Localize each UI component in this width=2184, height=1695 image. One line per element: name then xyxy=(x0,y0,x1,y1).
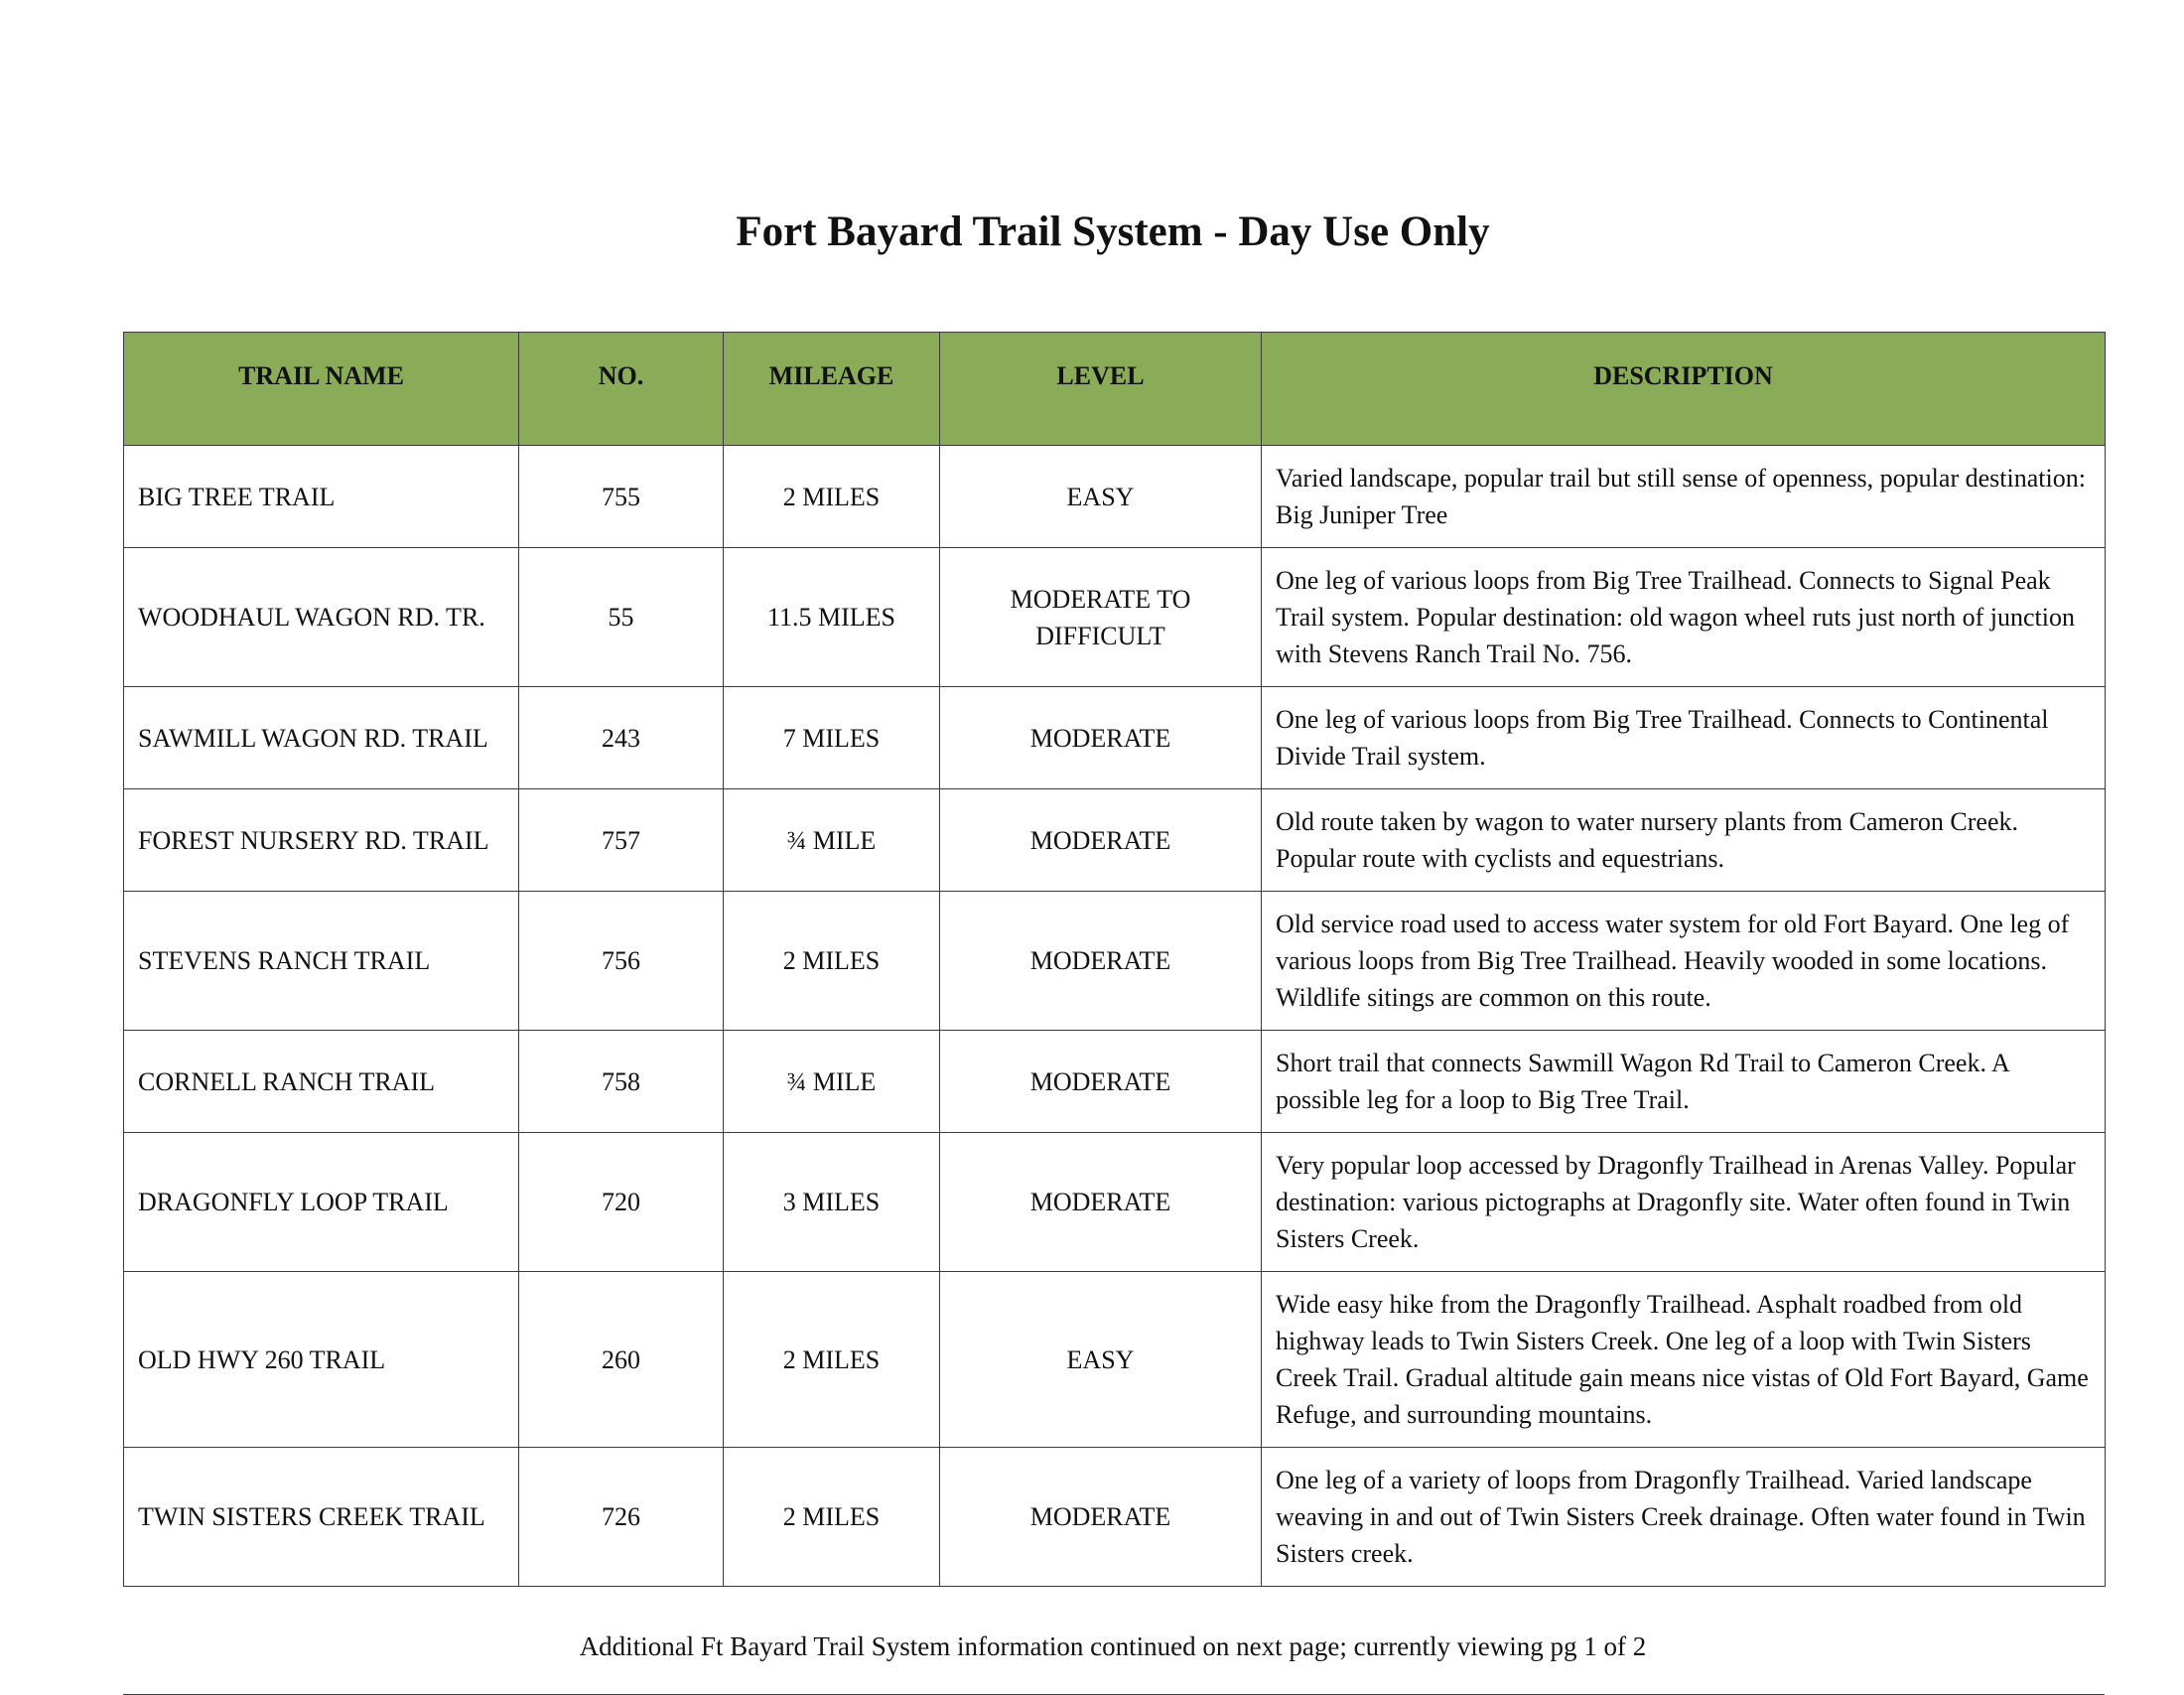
trail-mileage-cell: 11.5 MILES xyxy=(724,548,940,687)
column-header-trail-name: TRAIL NAME xyxy=(124,333,519,446)
trail-number-cell: 755 xyxy=(519,446,724,548)
table-row xyxy=(124,446,2106,548)
trail-name-cell: FOREST NURSERY RD. TRAIL xyxy=(124,789,519,892)
table-row xyxy=(124,687,2106,789)
table-row xyxy=(124,548,2106,687)
trail-number-cell: 758 xyxy=(519,1031,724,1133)
column-header-level: LEVEL xyxy=(940,333,1262,446)
trail-name-cell: DRAGONFLY LOOP TRAIL xyxy=(124,1133,519,1272)
trail-number-cell: 756 xyxy=(519,892,724,1031)
trail-level-cell: MODERATE xyxy=(940,1133,1262,1272)
trail-mileage-cell: 2 MILES xyxy=(724,892,940,1031)
trail-description-cell: One leg of a variety of loops from Dragonfly Trailhead. Varied landscape weaving in and out of Twin Sisters Creek drainage. Often water found in Twin Sisters creek. xyxy=(1262,1448,2106,1587)
trail-level-cell: MODERATE xyxy=(940,789,1262,892)
trail-level-cell: MODERATE xyxy=(940,1448,1262,1587)
trail-name-cell: CORNELL RANCH TRAIL xyxy=(124,1031,519,1133)
column-header-mileage: MILEAGE xyxy=(724,333,940,446)
trail-mileage-cell: 2 MILES xyxy=(724,446,940,548)
trail-description-cell: Old route taken by wagon to water nursery plants from Cameron Creek. Popular route with cyclists and equestrians. xyxy=(1262,789,2106,892)
trail-table xyxy=(123,332,2106,1587)
trail-description-cell: Wide easy hike from the Dragonfly Trailhead. Asphalt roadbed from old highway leads to Twin Sisters Creek. One leg of a loop with Twin Sisters Creek Trail. Gradual altitude gain means nice vistas of Old Fort Bayard, Game Refuge, and surrounding mountains. xyxy=(1262,1272,2106,1448)
trail-name-cell: OLD HWY 260 TRAIL xyxy=(124,1272,519,1448)
trail-number-cell: 260 xyxy=(519,1272,724,1448)
trail-number-cell: 726 xyxy=(519,1448,724,1587)
trail-mileage-cell: ¾ MILE xyxy=(724,789,940,892)
page-continuation-note: Additional Ft Bayard Trail System information continued on next page; currently viewing pg 1 of 2 xyxy=(579,1631,1647,1661)
trail-number-cell: 55 xyxy=(519,548,724,687)
trail-description-cell: Old service road used to access water system for old Fort Bayard. One leg of various loops from Big Tree Trailhead. Heavily wooded in some locations. Wildlife sitings are common on this route. xyxy=(1262,892,2106,1031)
page-title: Fort Bayard Trail System - Day Use Only xyxy=(736,209,1490,255)
trail-name-cell: BIG TREE TRAIL xyxy=(124,446,519,548)
trail-description-cell: One leg of various loops from Big Tree Trailhead. Connects to Continental Divide Trail system. xyxy=(1262,687,2106,789)
trail-mileage-cell: 2 MILES xyxy=(724,1448,940,1587)
trail-number-cell: 757 xyxy=(519,789,724,892)
table-row xyxy=(124,1448,2106,1587)
trail-description-cell: Short trail that connects Sawmill Wagon Rd Trail to Cameron Creek. A possible leg for a loop to Big Tree Trail. xyxy=(1262,1031,2106,1133)
table-row xyxy=(124,789,2106,892)
table-header-row xyxy=(124,333,2106,446)
trail-level-cell: MODERATE xyxy=(940,1031,1262,1133)
trail-description-cell: Very popular loop accessed by Dragonfly Trailhead in Arenas Valley. Popular destination: various pictographs at Dragonfly site. Water often found in Twin Sisters Creek. xyxy=(1262,1133,2106,1272)
table-row xyxy=(124,892,2106,1031)
trail-description-cell: Varied landscape, popular trail but still sense of openness, popular destination: Big Juniper Tree xyxy=(1262,446,2106,548)
trail-level-cell: EASY xyxy=(940,1272,1262,1448)
trail-name-cell: SAWMILL WAGON RD. TRAIL xyxy=(124,687,519,789)
column-header-description: DESCRIPTION xyxy=(1262,333,2106,446)
column-header-number: NO. xyxy=(519,333,724,446)
trail-number-cell: 720 xyxy=(519,1133,724,1272)
table-row xyxy=(124,1272,2106,1448)
trail-level-cell: EASY xyxy=(940,446,1262,548)
table-row xyxy=(124,1133,2106,1272)
trail-level-cell: MODERATE TO DIFFICULT xyxy=(940,548,1262,687)
trail-description-cell: One leg of various loops from Big Tree Trailhead. Connects to Signal Peak Trail system. Popular destination: old wagon wheel ruts just north of junction with Stevens Ranch Trail No. 756. xyxy=(1262,548,2106,687)
trail-level-cell: MODERATE xyxy=(940,892,1262,1031)
trail-level-cell: MODERATE xyxy=(940,687,1262,789)
trail-mileage-cell: ¾ MILE xyxy=(724,1031,940,1133)
trail-number-cell: 243 xyxy=(519,687,724,789)
trail-name-cell: WOODHAUL WAGON RD. TR. xyxy=(124,548,519,687)
trail-name-cell: STEVENS RANCH TRAIL xyxy=(124,892,519,1031)
trail-mileage-cell: 7 MILES xyxy=(724,687,940,789)
trail-mileage-cell: 3 MILES xyxy=(724,1133,940,1272)
trail-mileage-cell: 2 MILES xyxy=(724,1272,940,1448)
trail-name-cell: TWIN SISTERS CREEK TRAIL xyxy=(124,1448,519,1587)
table-row xyxy=(124,1031,2106,1133)
